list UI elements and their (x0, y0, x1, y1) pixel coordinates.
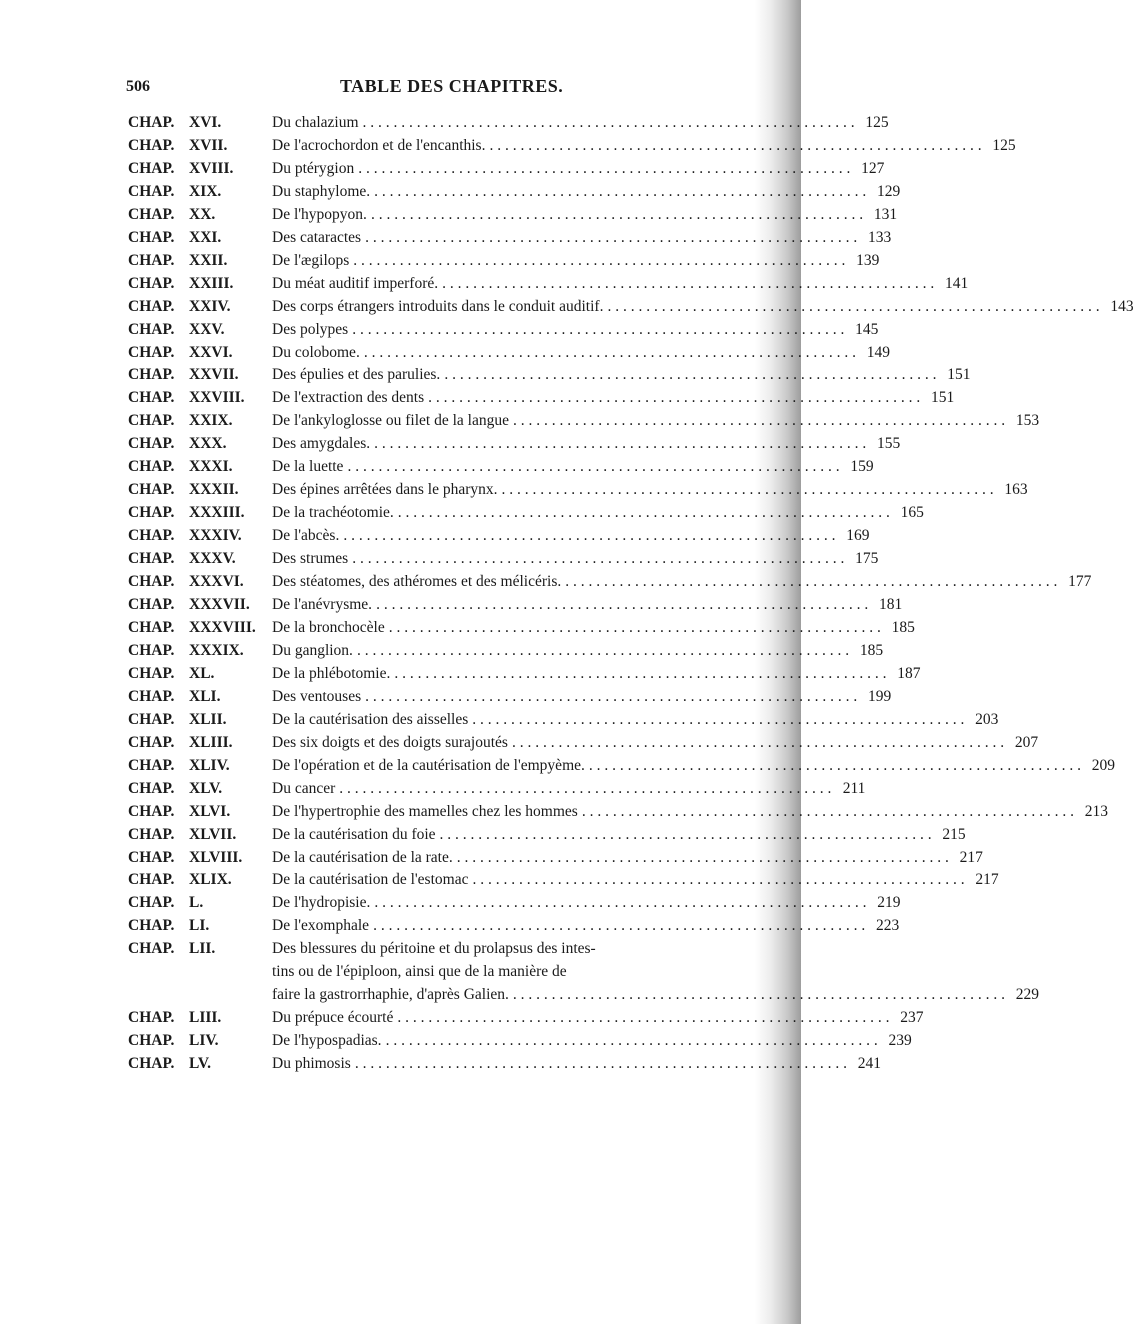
chapter-title: Des cataractes (272, 228, 362, 246)
chapter-prefix: CHAP. (128, 802, 175, 820)
chapter-label (128, 456, 272, 479)
chapter-prefix: CHAP. (128, 894, 175, 912)
chapter-number: XX. (189, 205, 216, 223)
toc-entry (128, 342, 890, 365)
page-reference: 237 (900, 1009, 924, 1027)
dot-leader (442, 273, 934, 296)
chapter-label (128, 732, 272, 755)
page-reference: 217 (959, 848, 983, 866)
dot-leader (343, 525, 835, 548)
chapter-title: De l'hypertrophie des mamelles chez les hommes (272, 802, 578, 820)
chapter-title: De la luette (272, 458, 344, 476)
dot-leader (355, 1053, 847, 1076)
page-number: 506 (126, 78, 150, 95)
chapter-label (128, 525, 272, 548)
chapter-label (128, 548, 272, 571)
chapter-number: XXX. (189, 435, 227, 453)
table-of-contents (128, 112, 1134, 1076)
chapter-title: Du ganglion. (272, 641, 353, 659)
dot-leader (489, 135, 981, 158)
toc-entry (128, 915, 900, 938)
chapter-number: XXXIII. (189, 504, 245, 522)
page-reference: 219 (877, 894, 901, 912)
toc-entry (128, 824, 966, 847)
chapter-number: XVIII. (189, 159, 234, 177)
page-reference: 163 (1004, 481, 1028, 499)
dot-leader (363, 112, 855, 135)
toc-entry (128, 617, 915, 640)
chapter-number: XLIII. (189, 733, 233, 751)
chapter-number: LV. (189, 1055, 211, 1073)
chapter-title: De l'abcès. (272, 527, 340, 545)
dot-leader (513, 410, 1005, 433)
chapter-title: De l'opération et de la cautérisation de l'empyème. (272, 756, 585, 774)
dot-leader (371, 204, 863, 227)
chapter-title: Du cancer (272, 779, 336, 797)
page-reference: 187 (897, 664, 921, 682)
chapter-number: XXXVII. (189, 596, 250, 614)
chapter-title: Des stéatomes, des athéromes et des mélicéris. (272, 573, 562, 591)
toc-entry (128, 227, 892, 250)
dot-leader (374, 892, 866, 915)
dot-leader (358, 158, 850, 181)
toc-entry (128, 319, 879, 342)
chapter-number: XXXIV. (189, 527, 242, 545)
dot-leader (374, 181, 866, 204)
chapter-number: XXXV. (189, 550, 236, 568)
toc-entry (128, 273, 969, 296)
toc-entry (128, 571, 1092, 594)
chapter-label (128, 135, 272, 158)
chapter-prefix: CHAP. (128, 366, 175, 384)
chapter-number: XLI. (189, 687, 221, 705)
toc-entry (128, 296, 1134, 319)
dot-leader (374, 433, 866, 456)
page-reference: 169 (846, 527, 870, 545)
chapter-prefix: CHAP. (128, 412, 175, 430)
chapter-title: faire la gastrorrhaphie, d'après Galien. (272, 986, 509, 1004)
chapter-label (128, 1007, 272, 1030)
chapter-label (128, 181, 272, 204)
chapter-number: LIII. (189, 1009, 222, 1027)
page-reference: 125 (992, 136, 1016, 154)
chapter-prefix: CHAP. (128, 297, 175, 315)
toc-entry (128, 847, 983, 870)
chapter-number: XXXI. (189, 458, 233, 476)
chapter-prefix: CHAP. (128, 733, 175, 751)
toc-entry (128, 181, 901, 204)
chapter-prefix: CHAP. (128, 756, 175, 774)
toc-entry (128, 801, 1108, 824)
toc-entry (128, 410, 1040, 433)
chapter-label (128, 227, 272, 250)
page-reference: 207 (1014, 733, 1039, 751)
toc-entry (128, 869, 999, 892)
dot-leader (357, 640, 849, 663)
chapter-title: De l'acrochordon et de l'encanthis. (272, 136, 486, 154)
chapter-label (128, 502, 272, 525)
chapter-number: XLIV. (189, 756, 230, 774)
toc-entry (128, 778, 866, 801)
page-reference: 223 (875, 917, 900, 935)
toc-entry (128, 548, 879, 571)
dot-leader (376, 594, 868, 617)
chapter-label (128, 640, 272, 663)
chapter-number: XVII. (189, 136, 228, 154)
chapter-prefix: CHAP. (128, 504, 175, 522)
running-title: TABLE DES CHAPITRES. (340, 76, 564, 96)
page-reference: 151 (931, 389, 955, 407)
chapter-number: XIX. (189, 182, 222, 200)
dot-leader (440, 824, 932, 847)
chapter-title: De l'hypopyon. (272, 205, 367, 223)
toc-entry (128, 732, 1039, 755)
chapter-prefix: CHAP. (128, 940, 175, 958)
chapter-label (128, 250, 272, 273)
chapter-title: Des six doigts et des doigts surajoutés (272, 733, 508, 751)
chapter-prefix: CHAP. (128, 159, 175, 177)
chapter-label (128, 869, 272, 892)
chapter-prefix: CHAP. (128, 917, 175, 935)
chapter-label (128, 364, 272, 387)
page-reference: 127 (861, 159, 885, 177)
chapter-label (128, 847, 272, 870)
chapter-prefix: CHAP. (128, 1055, 175, 1073)
page-reference: 185 (859, 641, 884, 659)
chapter-title: De l'hydropisie. (272, 894, 371, 912)
chapter-title: De l'ankyloglosse ou filet de la langue (272, 412, 509, 430)
chapter-prefix: CHAP. (128, 596, 175, 614)
chapter-title: Des amygdales. (272, 435, 371, 453)
chapter-label (128, 686, 272, 709)
chapter-number: XLVII. (189, 825, 237, 843)
chapter-prefix: CHAP. (128, 274, 175, 292)
page-reference: 131 (873, 205, 898, 223)
toc-entry (128, 112, 889, 135)
chapter-prefix: CHAP. (128, 527, 175, 545)
toc-entry (128, 640, 884, 663)
chapter-title: De la cautérisation des aisselles (272, 710, 469, 728)
dot-leader (373, 915, 865, 938)
dot-leader (394, 663, 886, 686)
chapter-label (128, 433, 272, 456)
chapter-prefix: CHAP. (128, 664, 175, 682)
chapter-title: Du colobome. (272, 343, 360, 361)
dot-leader (397, 1007, 889, 1030)
dot-leader (353, 250, 845, 273)
toc-entry (128, 479, 1028, 502)
page-reference: 203 (975, 710, 999, 728)
dot-leader (472, 709, 964, 732)
chapter-number: XLVI. (189, 802, 231, 820)
chapter-label (128, 387, 272, 410)
chapter-prefix: CHAP. (128, 343, 175, 361)
dot-leader (472, 869, 964, 892)
dot-leader (512, 732, 1004, 755)
chapter-title: Du prépuce écourté (272, 1009, 394, 1027)
page-reference: 141 (945, 274, 969, 292)
chapter-label (128, 778, 272, 801)
page-reference: 129 (877, 182, 901, 200)
toc-entry (128, 938, 1040, 1007)
chapter-prefix: CHAP. (128, 389, 175, 407)
chapter-label (128, 1030, 272, 1053)
chapter-number: LI. (189, 917, 210, 935)
chapter-prefix: CHAP. (128, 320, 175, 338)
chapter-title: Des corps étrangers introduits dans le conduit auditif. (272, 297, 604, 315)
chapter-number: XLII. (189, 710, 227, 728)
dot-leader (513, 984, 1005, 1007)
chapter-title: Du phimosis (272, 1055, 351, 1073)
chapter-number: L. (189, 894, 204, 912)
page-reference: 133 (867, 228, 892, 246)
dot-leader (339, 778, 831, 801)
toc-entry (128, 135, 1016, 158)
page-reference: 181 (878, 596, 903, 614)
chapter-label (128, 571, 272, 594)
chapter-label (128, 479, 272, 502)
toc-entry (128, 158, 885, 181)
toc-entry (128, 709, 999, 732)
dot-leader (428, 387, 920, 410)
page-reference: 153 (1015, 412, 1040, 430)
toc-entry (128, 1007, 924, 1030)
dot-leader (444, 364, 936, 387)
chapter-title: Des strumes (272, 550, 349, 568)
chapter-title: De l'extraction des dents (272, 389, 425, 407)
chapter-number: XXVII. (189, 366, 239, 384)
chapter-prefix: CHAP. (128, 435, 175, 453)
chapter-label (128, 915, 272, 938)
chapter-number: XXXII. (189, 481, 239, 499)
chapter-number: XVI. (189, 114, 222, 131)
chapter-number: XXIV. (189, 297, 231, 315)
chapter-prefix: CHAP. (128, 481, 175, 499)
toc-entry (128, 1030, 912, 1053)
chapter-title-line: tins ou de l'épiploon, ainsi que de la manière de (272, 963, 567, 981)
page-reference: 185 (891, 618, 915, 636)
chapter-label (128, 296, 272, 319)
chapter-title: De la phlébotomie. (272, 664, 391, 682)
chapter-number: XLVIII. (189, 848, 243, 866)
chapter-title: De l'hypospadias. (272, 1032, 382, 1050)
chapter-number: XL. (189, 664, 215, 682)
chapter-label (128, 663, 272, 686)
chapter-title: De l'exomphale (272, 917, 370, 935)
chapter-title: De la trachéotomie. (272, 504, 394, 522)
chapter-prefix: CHAP. (128, 1009, 175, 1027)
chapter-title: De l'anévrysme. (272, 596, 373, 614)
page-reference: 229 (1015, 986, 1040, 1004)
page-reference: 145 (855, 320, 879, 338)
dot-leader (352, 548, 844, 571)
chapter-title: Des épulies et des parulies. (272, 366, 441, 384)
chapter-title: Des ventouses (272, 687, 362, 705)
dot-leader (352, 319, 844, 342)
chapter-prefix: CHAP. (128, 573, 175, 591)
chapter-prefix: CHAP. (128, 136, 175, 154)
page-reference: 155 (877, 435, 901, 453)
page-reference: 139 (856, 251, 880, 269)
page-reference: 159 (850, 458, 874, 476)
chapter-label (128, 410, 272, 433)
dot-leader (502, 479, 994, 502)
toc-entry (128, 525, 870, 548)
dot-leader (365, 686, 857, 709)
chapter-title-line: Des blessures du péritoine et du prolapsus des intes- (272, 940, 596, 958)
chapter-title: Du ptérygion (272, 159, 355, 177)
chapter-number: LII. (189, 940, 216, 958)
chapter-prefix: CHAP. (128, 710, 175, 728)
chapter-prefix: CHAP. (128, 825, 175, 843)
dot-leader (347, 456, 839, 479)
chapter-title: Du chalazium (272, 114, 359, 131)
dot-leader (398, 502, 890, 525)
chapter-prefix: CHAP. (128, 228, 175, 246)
chapter-title: Des polypes (272, 320, 349, 338)
dot-leader (389, 617, 881, 640)
chapter-prefix: CHAP. (128, 114, 175, 131)
page-reference: 151 (947, 366, 971, 384)
chapter-number: XLIX. (189, 871, 232, 889)
page-reference: 165 (900, 504, 924, 522)
page-reference: 143 (1110, 297, 1134, 315)
toc-entry (128, 1053, 881, 1076)
chapter-title: De l'ægilops (272, 251, 350, 269)
chapter-label (128, 594, 272, 617)
chapter-prefix: CHAP. (128, 458, 175, 476)
page-reference: 149 (866, 343, 890, 361)
page-reference: 241 (857, 1055, 881, 1073)
chapter-label (128, 273, 272, 296)
chapter-prefix: CHAP. (128, 205, 175, 223)
chapter-number: XXXIX. (189, 641, 244, 659)
chapter-label (128, 755, 272, 778)
chapter-number: XXIII. (189, 274, 234, 292)
toc-entry (128, 663, 921, 686)
chapter-prefix: CHAP. (128, 618, 175, 636)
chapter-title: De la cautérisation du foie (272, 825, 436, 843)
chapter-prefix: CHAP. (128, 1032, 175, 1050)
dot-leader (457, 847, 949, 870)
chapter-label (128, 938, 272, 1007)
chapter-label (128, 319, 272, 342)
chapter-label (128, 1053, 272, 1076)
dot-leader (386, 1030, 878, 1053)
chapter-prefix: CHAP. (128, 182, 175, 200)
toc-entry (128, 502, 924, 525)
chapter-label (128, 204, 272, 227)
toc-entry (128, 594, 903, 617)
dot-leader (582, 801, 1074, 824)
toc-entry (128, 204, 898, 227)
page-reference: 211 (842, 779, 866, 797)
chapter-prefix: CHAP. (128, 871, 175, 889)
page-reference: 239 (888, 1032, 912, 1050)
chapter-label (128, 709, 272, 732)
chapter-title: De la cautérisation de l'estomac (272, 871, 469, 889)
chapter-number: XXV. (189, 320, 225, 338)
chapter-number: XXI. (189, 228, 222, 246)
dot-leader (364, 342, 856, 365)
chapter-number: XLV. (189, 779, 223, 797)
toc-entry (128, 892, 901, 915)
chapter-prefix: CHAP. (128, 550, 175, 568)
toc-entry (128, 250, 880, 273)
page-reference: 209 (1091, 756, 1116, 774)
chapter-label (128, 342, 272, 365)
chapter-number: XXVIII. (189, 389, 245, 407)
chapter-label (128, 112, 272, 135)
toc-entry (128, 364, 971, 387)
chapter-label (128, 801, 272, 824)
page-reference: 175 (855, 550, 879, 568)
chapter-prefix: CHAP. (128, 848, 175, 866)
chapter-label (128, 892, 272, 915)
running-head (0, 78, 801, 100)
chapter-title: De la cautérisation de la rate. (272, 848, 453, 866)
chapter-number: XXVI. (189, 343, 233, 361)
page-reference: 177 (1068, 573, 1092, 591)
toc-entry (128, 686, 892, 709)
dot-leader (565, 571, 1057, 594)
page-reference: 217 (975, 871, 999, 889)
chapter-number: XXIX. (189, 412, 233, 430)
toc-entry (128, 755, 1116, 778)
chapter-prefix: CHAP. (128, 641, 175, 659)
chapter-number: LIV. (189, 1032, 219, 1050)
page-reference: 199 (868, 687, 892, 705)
chapter-title: De la bronchocèle (272, 618, 385, 636)
page-reference: 215 (942, 825, 966, 843)
chapter-title: Des épines arrêtées dans le pharynx. (272, 481, 498, 499)
chapter-number: XXXVIII. (189, 618, 256, 636)
page-reference: 213 (1084, 802, 1108, 820)
page-reference: 125 (865, 114, 889, 131)
chapter-number: XXII. (189, 251, 228, 269)
chapter-prefix: CHAP. (128, 251, 175, 269)
toc-entry (128, 433, 901, 456)
chapter-title: Du staphylome. (272, 182, 371, 200)
chapter-prefix: CHAP. (128, 779, 175, 797)
chapter-number: XXXVI. (189, 573, 244, 591)
chapter-prefix: CHAP. (128, 687, 175, 705)
chapter-title: Du méat auditif imperforé. (272, 274, 439, 292)
dot-leader (365, 227, 857, 250)
chapter-label (128, 158, 272, 181)
dot-leader (589, 755, 1081, 778)
chapter-label (128, 617, 272, 640)
dot-leader (607, 296, 1099, 319)
toc-entry (128, 456, 874, 479)
chapter-label (128, 824, 272, 847)
toc-entry (128, 387, 955, 410)
